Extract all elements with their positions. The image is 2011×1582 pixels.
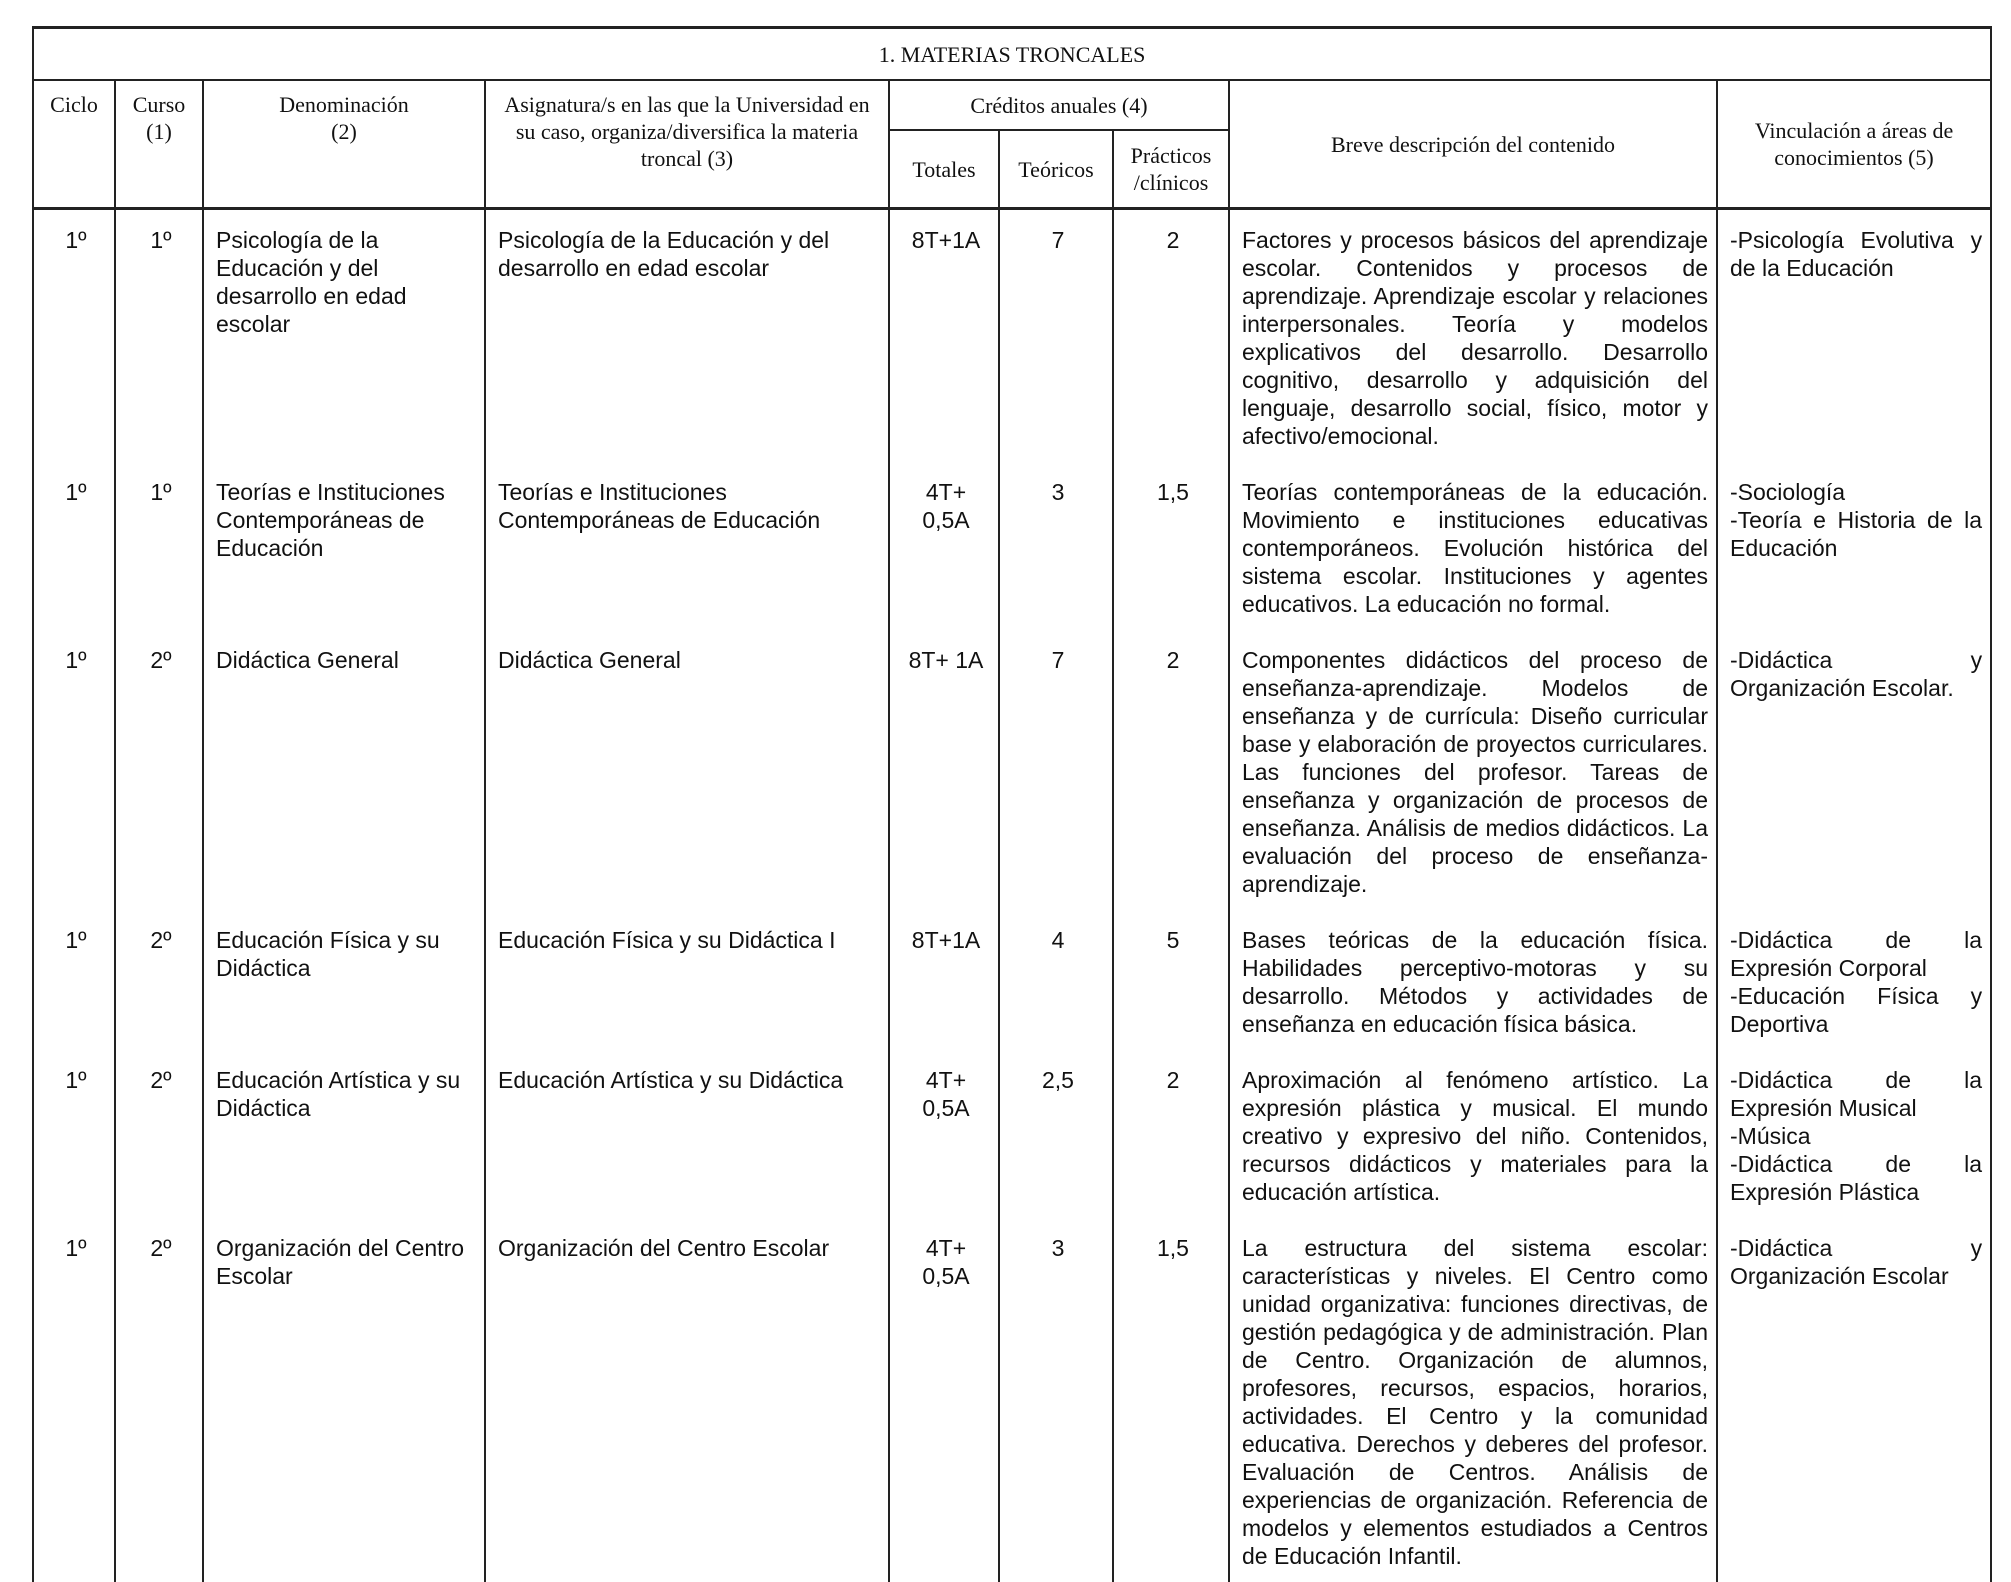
- area-item: -Psicología Evolutiva y de la Educación: [1730, 226, 1982, 282]
- header-descripcion: Breve descripción del contenido: [1229, 80, 1717, 209]
- header-teoricos: Teóricos: [999, 130, 1113, 209]
- table-row: [33, 1218, 1991, 1582]
- cell-descripcion: Teorías contemporáneas de la educación. Movimiento e instituciones educativas contemporáneos. Evolución histórica del sistema escolar. Instituciones y agentes educativos. La educación no formal.: [1229, 462, 1717, 630]
- cell-ciclo: 1º: [33, 1218, 115, 1582]
- header-ciclo-label: Ciclo: [50, 92, 98, 117]
- header-curso-note: (1): [146, 119, 172, 144]
- area-item: -Didáctica de la Expresión Corporal: [1730, 926, 1982, 982]
- cell-asignatura: Psicología de la Educación y del desarrollo en edad escolar: [485, 209, 889, 463]
- cell-totales: 4T+ 0,5A: [889, 1218, 999, 1582]
- header-totales: Totales: [889, 130, 999, 209]
- table-row: [33, 910, 1991, 1050]
- cell-vinculacion: [1717, 1218, 1991, 1582]
- cell-descripcion: Aproximación al fenómeno artístico. La expresión plástica y musical. El mundo creativo y expresivo del niño. Contenidos, recursos didácticos y materiales para la educación artística.: [1229, 1050, 1717, 1218]
- cell-ciclo: 1º: [33, 910, 115, 1050]
- cell-ciclo: 1º: [33, 1050, 115, 1218]
- cell-totales: 4T+ 0,5A: [889, 462, 999, 630]
- header-ciclo: [33, 80, 115, 209]
- cell-denominacion: Educación Artística y su Didáctica: [203, 1050, 485, 1218]
- cell-teoricos: 3: [999, 1218, 1113, 1582]
- header-curso-label: Curso: [133, 92, 186, 117]
- cell-curso: 2º: [115, 1218, 203, 1582]
- cell-asignatura: Didáctica General: [485, 630, 889, 910]
- cell-denominacion: Didáctica General: [203, 630, 485, 910]
- cell-descripcion: Componentes didácticos del proceso de enseñanza-aprendizaje. Modelos de enseñanza y de currícula: Diseño curricular base y elaboración de proyectos curriculares. Las funciones del profesor. Tareas de enseñanza y organización de procesos de enseñanza. Análisis de medios didácticos. La evaluación del proceso de enseñanza-aprendizaje.: [1229, 630, 1717, 910]
- header-denominacion: [203, 80, 485, 209]
- cell-teoricos: 7: [999, 630, 1113, 910]
- cell-practicos: 2: [1113, 630, 1229, 910]
- area-item: -Didáctica y Organización Escolar: [1730, 1234, 1982, 1290]
- table-row: [33, 1050, 1991, 1218]
- cell-descripcion: La estructura del sistema escolar: características y niveles. El Centro como unidad organizativa: funciones directivas, de gestión pedagógica y de administración. Plan de Centro. Organización de alumnos, profesores, recursos, espacios, horarios, actividades. El Centro y la comunidad educativa. Derechos y deberes del profesor. Evaluación de Centros. Análisis de experiencias de organización. Referencia de modelos y elementos estudiados a Centros de Educación Infantil.: [1229, 1218, 1717, 1582]
- cell-practicos: 2: [1113, 209, 1229, 463]
- area-item: -Didáctica de la Expresión Musical: [1730, 1066, 1982, 1122]
- cell-denominacion: Psicología de la Educación y del desarrollo en edad escolar: [203, 209, 485, 463]
- header-denominacion-label: Denominación: [279, 92, 409, 117]
- cell-teoricos: 4: [999, 910, 1113, 1050]
- cell-curso: 2º: [115, 1050, 203, 1218]
- cell-vinculacion: [1717, 630, 1991, 910]
- area-item: -Didáctica de la Expresión Plástica: [1730, 1150, 1982, 1206]
- cell-totales: 8T+ 1A: [889, 630, 999, 910]
- header-vinculacion: Vinculación a áreas de conocimientos (5): [1717, 80, 1991, 209]
- cell-totales: 4T+ 0,5A: [889, 1050, 999, 1218]
- header-denominacion-note: (2): [331, 119, 357, 144]
- cell-curso: 2º: [115, 910, 203, 1050]
- cell-teoricos: 2,5: [999, 1050, 1113, 1218]
- cell-vinculacion: [1717, 462, 1991, 630]
- area-item: -Educación Física y Deportiva: [1730, 982, 1982, 1038]
- area-item: -Música: [1730, 1122, 1982, 1150]
- table-row: [33, 630, 1991, 910]
- cell-curso: 1º: [115, 209, 203, 463]
- cell-vinculacion: [1717, 1050, 1991, 1218]
- cell-practicos: 1,5: [1113, 462, 1229, 630]
- cell-denominacion: Organización del Centro Escolar: [203, 1218, 485, 1582]
- cell-practicos: 1,5: [1113, 1218, 1229, 1582]
- table-title: 1. MATERIAS TRONCALES: [33, 28, 1991, 81]
- header-asignaturas: Asignatura/s en las que la Universidad en su caso, organiza/diversifica la materia troncal (3): [485, 80, 889, 209]
- cell-totales: 8T+1A: [889, 910, 999, 1050]
- header-practicos: Prácticos /clínicos: [1113, 130, 1229, 209]
- materias-troncales-document: [32, 26, 1990, 1582]
- cell-teoricos: 3: [999, 462, 1113, 630]
- cell-ciclo: 1º: [33, 630, 115, 910]
- area-item: -Sociología: [1730, 478, 1982, 506]
- cell-teoricos: 7: [999, 209, 1113, 463]
- area-item: -Teoría e Historia de la Educación: [1730, 506, 1982, 562]
- cell-totales: 8T+1A: [889, 209, 999, 463]
- cell-asignatura: Teorías e Instituciones Contemporáneas de Educación: [485, 462, 889, 630]
- cell-ciclo: 1º: [33, 209, 115, 463]
- table-row: [33, 209, 1991, 463]
- cell-curso: 2º: [115, 630, 203, 910]
- header-curso: [115, 80, 203, 209]
- cell-practicos: 5: [1113, 910, 1229, 1050]
- cell-vinculacion: [1717, 910, 1991, 1050]
- cell-ciclo: 1º: [33, 462, 115, 630]
- table-row: [33, 462, 1991, 630]
- cell-descripcion: Bases teóricas de la educación física. Habilidades perceptivo-motoras y su desarrollo. Métodos y actividades de enseñanza en educación física básica.: [1229, 910, 1717, 1050]
- cell-vinculacion: [1717, 209, 1991, 463]
- cell-practicos: 2: [1113, 1050, 1229, 1218]
- cell-descripcion: Factores y procesos básicos del aprendizaje escolar. Contenidos y procesos de aprendizaje. Aprendizaje escolar y relaciones interpersonales. Teoría y modelos explicativos del desarrollo. Desarrollo cognitivo, desarrollo y adquisición del lenguaje, desarrollo social, físico, motor y afectivo/emocional.: [1229, 209, 1717, 463]
- cell-denominacion: Educación Física y su Didáctica: [203, 910, 485, 1050]
- table-body: [33, 209, 1991, 1582]
- cell-asignatura: Organización del Centro Escolar: [485, 1218, 889, 1582]
- cell-curso: 1º: [115, 462, 203, 630]
- header-creditos: Créditos anuales (4): [889, 80, 1229, 130]
- cell-asignatura: Educación Artística y su Didáctica: [485, 1050, 889, 1218]
- cell-asignatura: Educación Física y su Didáctica I: [485, 910, 889, 1050]
- cell-denominacion: Teorías e Instituciones Contemporáneas de Educación: [203, 462, 485, 630]
- materias-troncales-table: [32, 26, 1992, 1582]
- area-item: -Didáctica y Organización Escolar.: [1730, 646, 1982, 702]
